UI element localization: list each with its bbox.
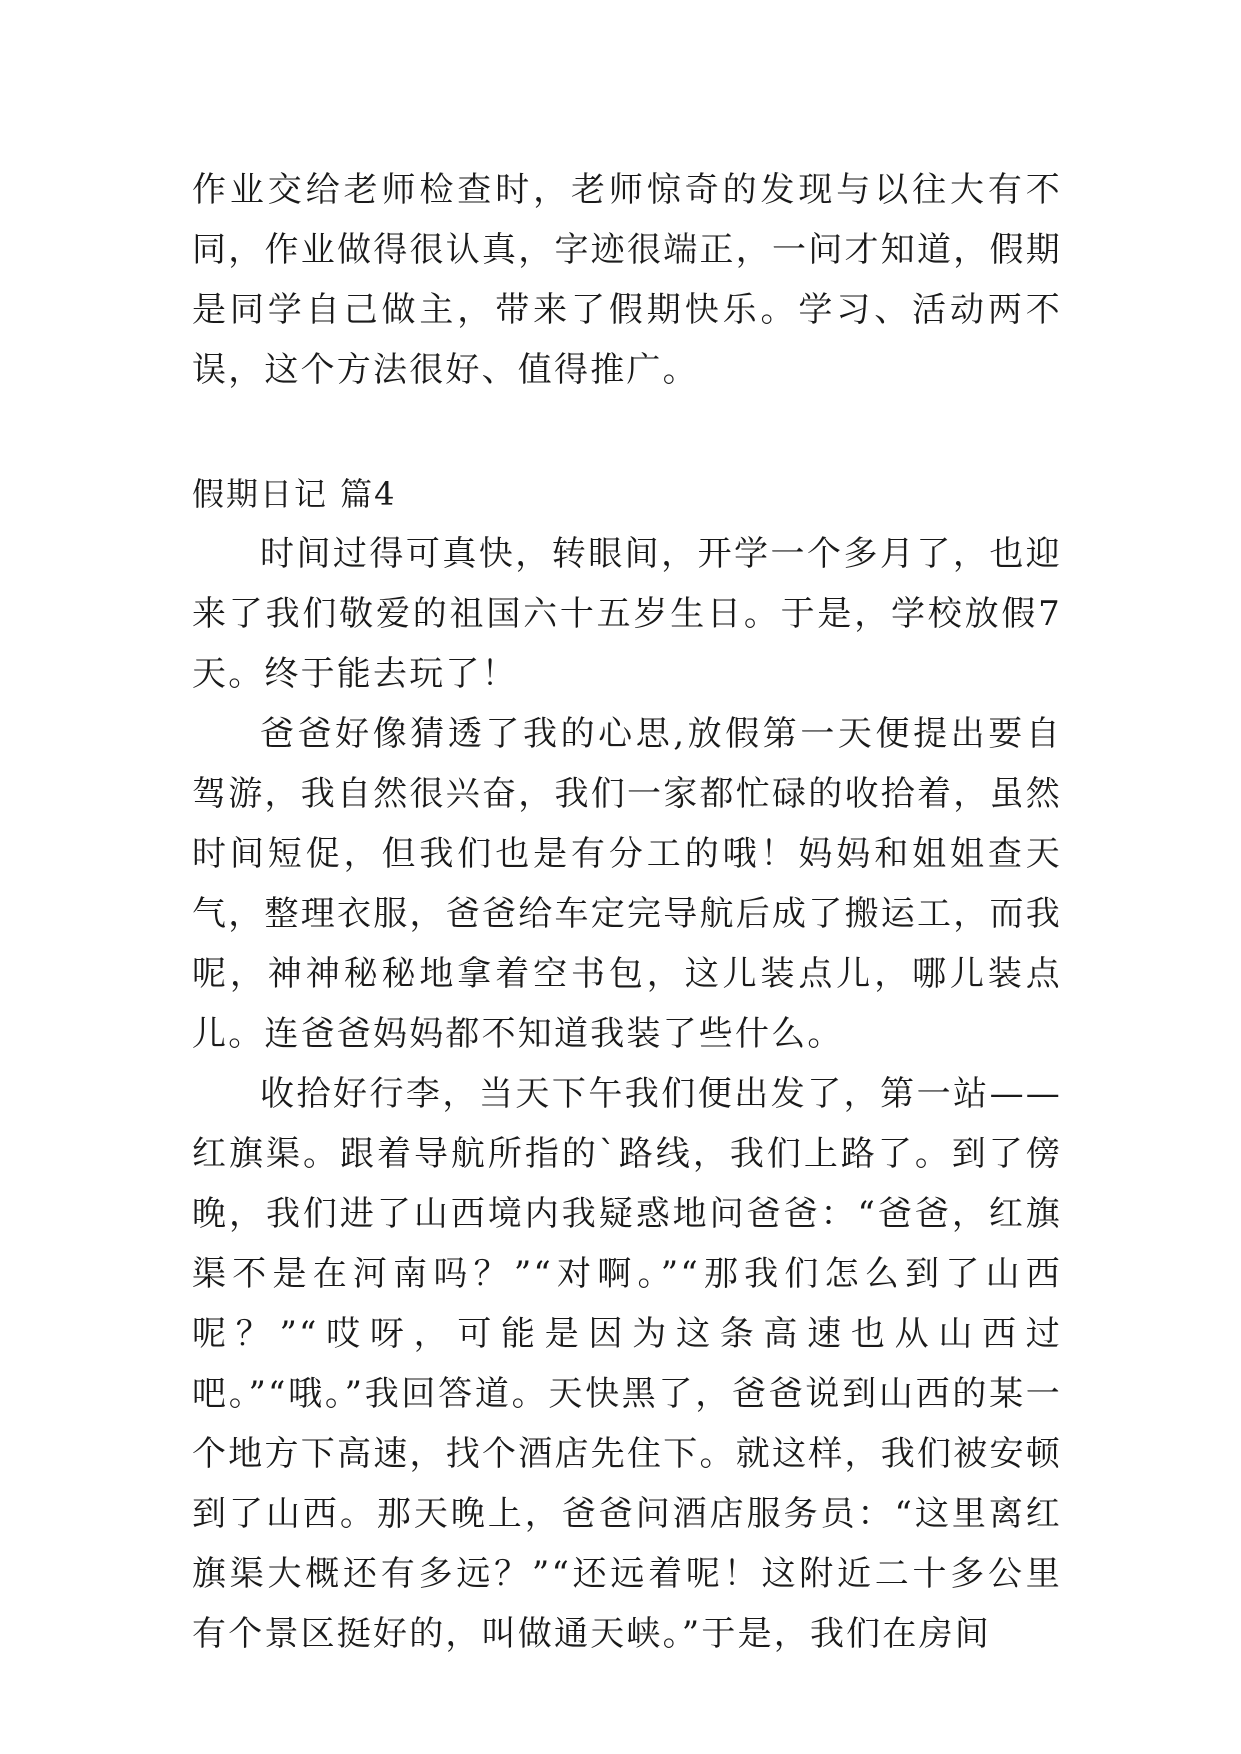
document-page bbox=[192, 160, 1062, 1664]
paragraph-2: 爸爸好像猜透了我的心思,放假第一天便提出要自驾游，我自然很兴奋，我们一家都忙碌的收拾着，虽然时间短促，但我们也是有分工的哦！妈妈和姐姐查天气，整理衣服，爸爸给车定完导航后成了搬运工，而我呢，神神秘秘地拿着空书包，这儿装点儿，哪儿装点儿。连爸爸妈妈都不知道我装了些什么。 bbox=[192, 714, 1062, 1054]
paragraph-continued: 作业交给老师检查时，老师惊奇的发现与以往大有不同，作业做得很认真，字迹很端正，一问才知道，假期是同学自己做主，带来了假期快乐。学习、活动两不误，这个方法很好、值得推广。 bbox=[192, 170, 1062, 390]
section-title: 假期日记 篇4 bbox=[192, 475, 397, 513]
paragraph-3: 收拾好行李，当天下午我们便出发了，第一站——红旗渠。跟着导航所指的`路线，我们上路了。到了傍晚，我们进了山西境内我疑惑地问爸爸：“爸爸，红旗渠不是在河南吗？”“对啊。”“那我们怎么到了山西呢？”“哎呀，可能是因为这条高速也从山西过吧。”“哦。”我回答道。天快黑了，爸爸说到山西的某一个地方下高速，找个酒店先住下。就这样，我们被安顿到了山西。那天晚上，爸爸问酒店服务员：“这里离红旗渠大概还有多远？”“还远着呢！这附近二十多公里有个景区挺好的，叫做通天峡。”于是，我们在房间 bbox=[192, 1074, 1062, 1654]
paragraph-1: 时间过得可真快，转眼间，开学一个多月了，也迎来了我们敬爱的祖国六十五岁生日。于是，学校放假7天。终于能去玩了！ bbox=[192, 534, 1062, 694]
